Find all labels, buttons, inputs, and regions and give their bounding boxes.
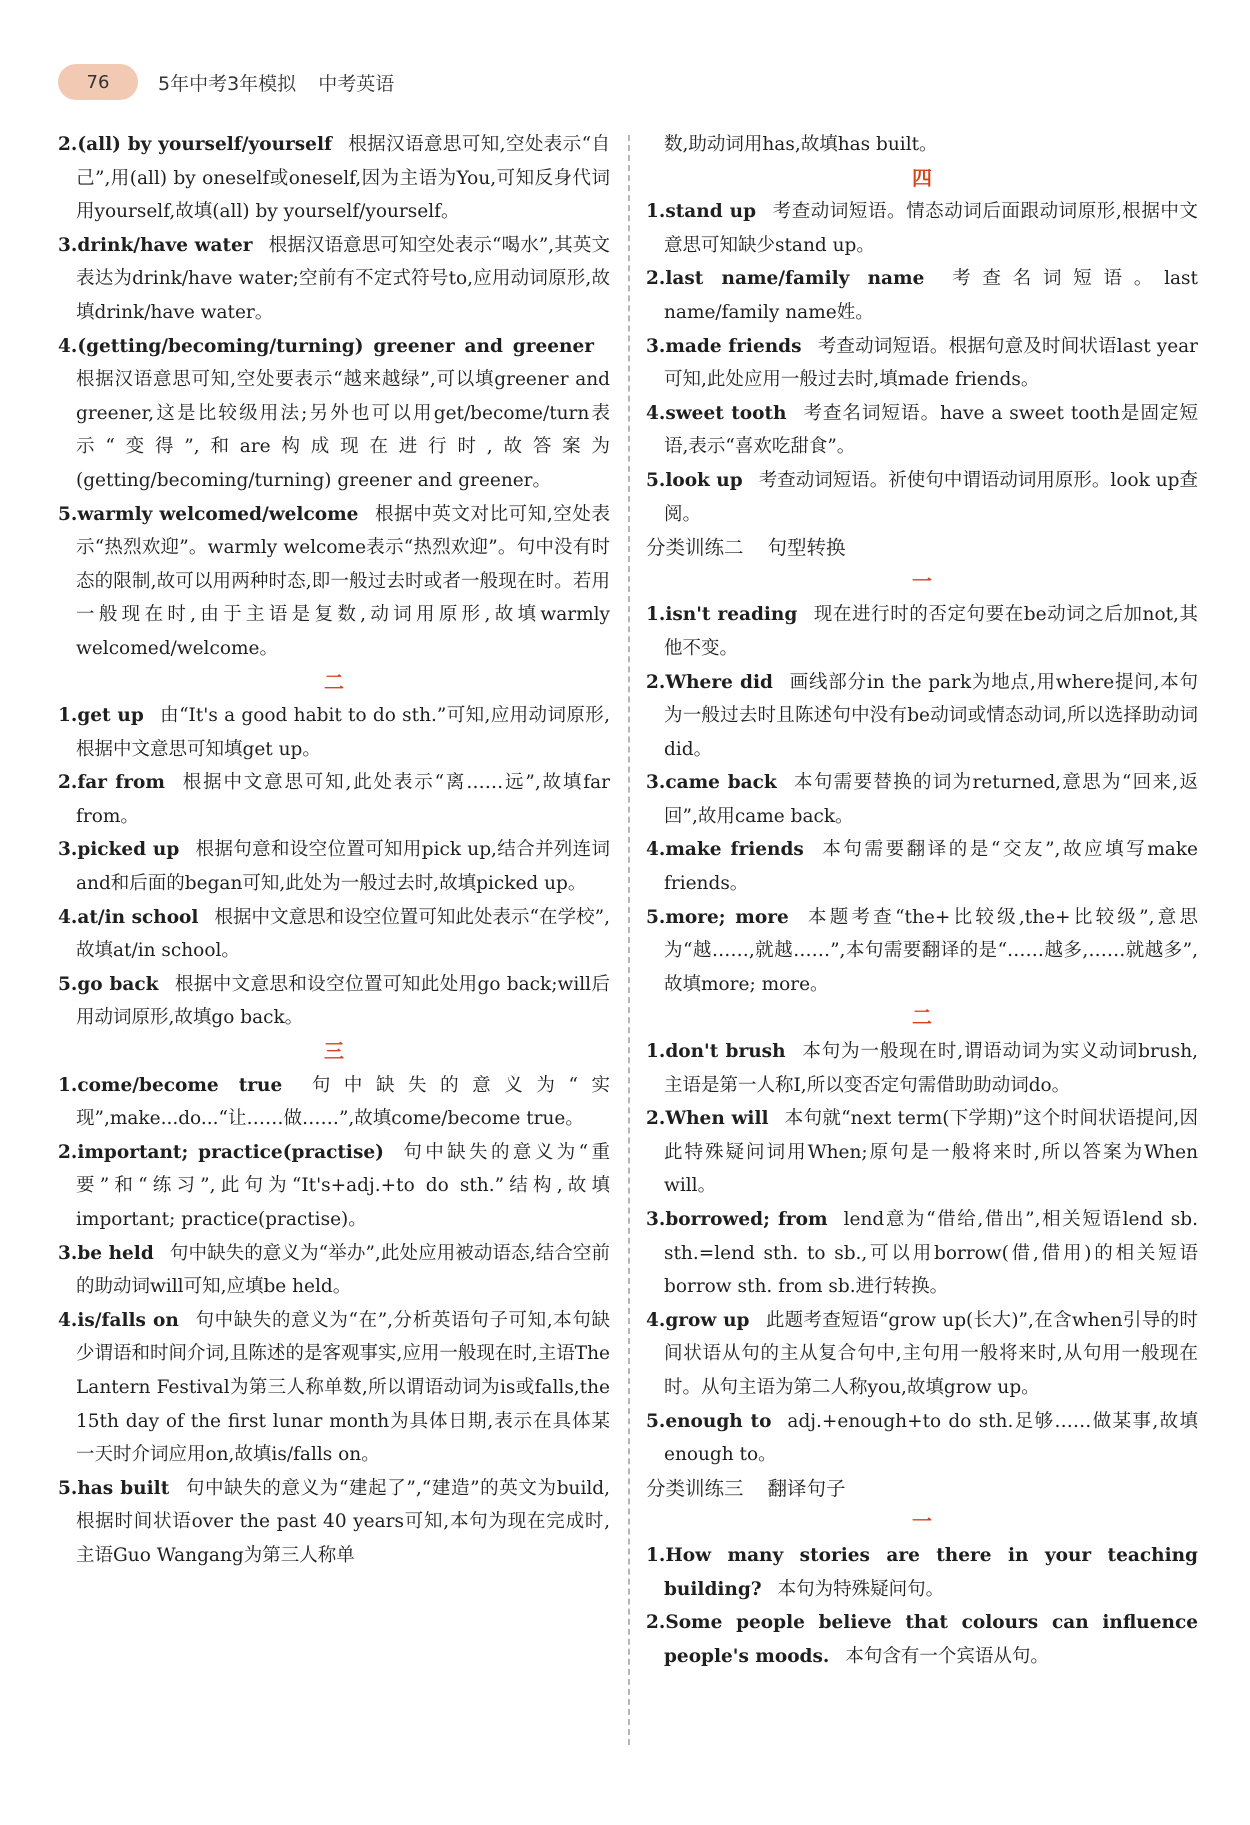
answer-item — [646, 1606, 1198, 1673]
answer-item — [646, 330, 1198, 397]
section-heading: 三 — [324, 1039, 344, 1064]
answer-item — [58, 1069, 610, 1136]
item-answer: made friends — [665, 335, 802, 357]
item-number: 5. — [58, 1477, 78, 1499]
page-number-badge: 76 — [58, 64, 138, 100]
answer-item — [646, 1405, 1198, 1472]
item-number: 3. — [58, 839, 78, 861]
item-answer: stand up — [665, 201, 757, 223]
category-title: 句型转换 — [767, 536, 846, 560]
item-explanation: 此题考查短语“grow up(长大)”,在含when引导的时间状语从句的主从复合句中,主句用一般将来时,从句用一般现在时。从句主语为第二人称you,故填grow up。 — [664, 1309, 1198, 1398]
category-label: 分类训练二 — [646, 536, 744, 560]
item-explanation: 由“It's a good habit to do sth.”可知,应用动词原形,根据中文意思可知填get up。 — [76, 705, 610, 760]
column-divider — [628, 135, 630, 1745]
item-explanation: 考查名词短语。have a sweet tooth是固定短语,表示“喜欢吃甜食”。 — [664, 402, 1198, 458]
subject-label: 中考英语 — [318, 72, 395, 95]
item-number: 5. — [646, 1410, 666, 1432]
item-answer: isn't reading — [665, 604, 798, 626]
answer-item — [58, 699, 610, 766]
item-number: 5. — [646, 469, 666, 491]
answer-item — [58, 330, 610, 498]
item-number: 4. — [58, 335, 78, 357]
answer-item — [58, 833, 610, 900]
answer-item — [646, 901, 1198, 1002]
item-explanation: 句中缺失的意义为“举办”,此处应用被动语态,结合空前的助动词will可知,应填be held。 — [76, 1242, 610, 1298]
item-explanation: 画线部分in the park为地点,用where提问,本句为一般过去时且陈述句中没有be动词或情态动词,所以选择助动词did。 — [664, 671, 1198, 760]
item-answer: (getting/becoming/turning) greener and greener — [77, 335, 594, 357]
item-answer: is/falls on — [77, 1309, 179, 1331]
item-explanation: 根据中文意思和设空位置可知此处用go back;will后用动词原形,故填go back。 — [76, 973, 610, 1029]
right-column — [646, 128, 1198, 1673]
item-number: 1. — [58, 1074, 78, 1096]
item-explanation: 本句含有一个宾语从句。 — [845, 1645, 1049, 1667]
item-number: 2. — [646, 1108, 666, 1130]
item-answer: at/in school — [77, 906, 199, 928]
item-explanation: 考查动词短语。情态动词后面跟动词原形,根据中文意思可知缺少stand up。 — [664, 201, 1198, 256]
item-explanation: 本句为特殊疑问句。 — [777, 1578, 945, 1600]
answer-item — [58, 901, 610, 968]
item-answer: picked up — [77, 839, 180, 861]
item-number: 3. — [646, 772, 666, 794]
item-number: 4. — [646, 402, 666, 424]
answer-item — [646, 1102, 1198, 1203]
answer-item — [58, 1237, 610, 1304]
section-heading: 二 — [324, 669, 344, 694]
item-answer: more; more — [665, 906, 789, 928]
answer-item — [646, 397, 1198, 464]
item-answer: make friends — [665, 839, 804, 861]
item-number: 2. — [646, 268, 666, 290]
item-explanation: 根据中文意思和设空位置可知此处表示“在学校”,故填at/in school。 — [76, 906, 610, 962]
item-explanation: 考查动词短语。祈使句中谓语动词用原形。look up查阅。 — [664, 469, 1198, 525]
answer-item — [58, 498, 610, 666]
item-explanation: lend意为“借给,借出”,相关短语lend sb. sth.=lend sth. to sb.,可以用borrow(借,借用)的相关短语borrow sth. from sb.进行转换。 — [664, 1209, 1198, 1298]
item-answer: sweet tooth — [665, 402, 787, 424]
item-explanation: 现在进行时的否定句要在be动词之后加not,其他不变。 — [664, 604, 1198, 659]
item-number: 4. — [58, 1309, 78, 1331]
item-number: 5. — [646, 906, 666, 928]
item-number: 2. — [646, 1612, 666, 1634]
item-explanation: 考查动词短语。根据句意及时间状语last year可知,此处应用一般过去时,填made friends。 — [664, 335, 1199, 391]
item-explanation: adj.+enough+to do sth.足够……做某事,故填enough to。 — [664, 1410, 1198, 1466]
section-heading: 二 — [912, 1005, 932, 1030]
item-explanation: 句中缺失的意义为“实现”,make...do...“让……做……”,故填come/become true。 — [76, 1074, 610, 1130]
section-heading: 一 — [912, 568, 932, 593]
answer-item — [58, 968, 610, 1035]
category-title: 翻译句子 — [767, 1476, 846, 1500]
category-heading — [646, 1472, 1198, 1506]
answer-item — [58, 766, 610, 833]
answer-item — [58, 1472, 610, 1573]
answer-item — [646, 262, 1198, 329]
item-number: 1. — [646, 201, 666, 223]
book-title: 5年中考3年模拟 — [158, 72, 297, 95]
item-explanation: 句中缺失的意义为“重要”和“练习”,此句为“It's+adj.+to do sth.”结构,故填important; practice(practise)。 — [76, 1141, 610, 1230]
item-answer: drink/have water — [77, 234, 253, 256]
item-explanation: 根据中文意思可知,此处表示“离……远”,故填far from。 — [76, 772, 610, 827]
section-heading: 一 — [912, 1509, 932, 1534]
item-explanation: 句中缺失的意义为“在”,分析英语句子可知,本句缺少谓语和时间介词,且陈述的是客观事实,应用一般现在时,主语The Lantern Festival为第三人称单数,所以谓语动词为is或falls,the 15th day of the first lunar month为具体日期,表示在具体某一天时介词应用on,故填is/falls on。 — [76, 1309, 610, 1466]
item-answer: (all) by yourself/yourself — [77, 134, 332, 155]
item-number: 2. — [646, 671, 666, 693]
continued-text: 数,助动词用has,故填has built。 — [664, 134, 938, 155]
item-explanation: 本题考查“the+比较级,the+比较级”,意思为“越……,就越……”,本句需要翻译的是“……越多,……就越多”,故填more; more。 — [664, 906, 1198, 995]
item-number: 1. — [646, 1544, 666, 1566]
item-answer: grow up — [665, 1309, 750, 1331]
item-answer: warmly welcomed/welcome — [77, 503, 359, 525]
answer-item — [58, 1136, 610, 1237]
answer-item — [646, 598, 1198, 665]
left-column — [58, 128, 610, 1573]
item-number: 2. — [58, 1141, 78, 1163]
item-number: 5. — [58, 503, 78, 525]
item-answer: look up — [665, 469, 743, 491]
item-number: 4. — [646, 1309, 666, 1331]
item-answer: go back — [77, 973, 159, 995]
item-explanation: 根据句意和设空位置可知用pick up,结合并列连词and和后面的began可知,此处为一般过去时,故填picked up。 — [76, 839, 610, 895]
item-answer: How many stories are there in your teaching building? — [664, 1544, 1198, 1600]
item-answer: important; practice(practise) — [77, 1141, 384, 1163]
item-explanation: 根据汉语意思可知,空处表示“自己”,用(all) by oneself或oneself,因为主语为You,可知反身代词用yourself,故填(all) by yourself/yourself。 — [76, 134, 610, 223]
item-answer: get up — [77, 705, 144, 727]
answer-item — [646, 1035, 1198, 1102]
section-heading: 四 — [912, 165, 932, 190]
item-answer: When will — [665, 1108, 769, 1130]
answer-item — [58, 229, 610, 330]
answer-item — [646, 766, 1198, 833]
item-number: 1. — [58, 705, 78, 727]
item-explanation: 本句需要翻译的是“交友”,故应填写make friends。 — [664, 839, 1198, 895]
answer-item — [646, 195, 1198, 262]
item-answer: last name/family name — [665, 268, 925, 290]
item-explanation: 句中缺失的意义为“建起了”,“建造”的英文为build,根据时间状语over the past 40 years可知,本句为现在完成时,主语Guo Wangang为第三人称单 — [76, 1477, 611, 1566]
answer-item — [646, 1203, 1198, 1304]
item-answer: enough to — [665, 1410, 772, 1432]
item-answer: borrowed; from — [665, 1209, 828, 1230]
item-number: 4. — [58, 906, 78, 928]
item-explanation: 本句为一般现在时,谓语动词为实义动词brush,主语是第一人称I,所以变否定句需借助助动词do。 — [664, 1041, 1198, 1096]
item-answer: don't brush — [665, 1041, 786, 1063]
item-number: 5. — [58, 973, 78, 995]
item-explanation: 根据汉语意思可知空处表示“喝水”,其英文表达为drink/have water;空前有不定式符号to,应用动词原形,故填drink/have water。 — [76, 234, 610, 323]
item-answer: has built — [77, 1477, 170, 1499]
item-explanation: 根据汉语意思可知,空处要表示“越来越绿”,可以填greener and greener,这是比较级用法;另外也可以用get/become/turn表示“变得”,和are构成现在进行时,故答案为(getting/becoming/turning) greener and greener。 — [76, 369, 610, 491]
answer-item — [646, 666, 1198, 767]
item-number: 1. — [646, 1041, 666, 1063]
item-number: 3. — [646, 335, 666, 357]
item-explanation: 本句需要替换的词为returned,意思为“回来,返回”,故用came back。 — [664, 772, 1198, 827]
item-number: 2. — [58, 772, 78, 794]
item-number: 3. — [58, 234, 78, 256]
answer-item — [58, 128, 610, 229]
item-answer: Where did — [665, 671, 773, 693]
item-number: 3. — [646, 1209, 666, 1230]
answer-item — [646, 1304, 1198, 1405]
answer-item — [646, 1539, 1198, 1606]
item-answer: be held — [77, 1242, 154, 1264]
page-header — [58, 62, 394, 102]
item-explanation: 考查名词短语。last name/family name姓。 — [664, 268, 1198, 323]
item-number: 2. — [58, 134, 78, 155]
item-number: 3. — [58, 1242, 78, 1264]
answer-item — [58, 1304, 610, 1472]
item-explanation: 根据中英文对比可知,空处表示“热烈欢迎”。warmly welcome表示“热烈欢迎”。句中没有时态的限制,故可以用两种时态,即一般过去时或者一般现在时。若用一般现在时,由于主语是复数,动词用原形,故填warmly welcomed/welcome。 — [76, 503, 610, 659]
item-answer: come/become true — [77, 1074, 283, 1096]
item-number: 1. — [646, 604, 666, 626]
category-heading — [646, 531, 1198, 565]
item-answer: far from — [77, 772, 165, 794]
item-answer: came back — [665, 772, 777, 794]
item-number: 4. — [646, 839, 666, 861]
category-label: 分类训练三 — [646, 1476, 744, 1500]
answer-item — [646, 833, 1198, 900]
answer-item — [646, 464, 1198, 531]
item-answer: Some people believe that colours can influence people's moods. — [664, 1612, 1198, 1667]
item-explanation: 本句就“next term(下学期)”这个时间状语提问,因此特殊疑问词用When;原句是一般将来时,所以答案为When will。 — [664, 1108, 1198, 1197]
